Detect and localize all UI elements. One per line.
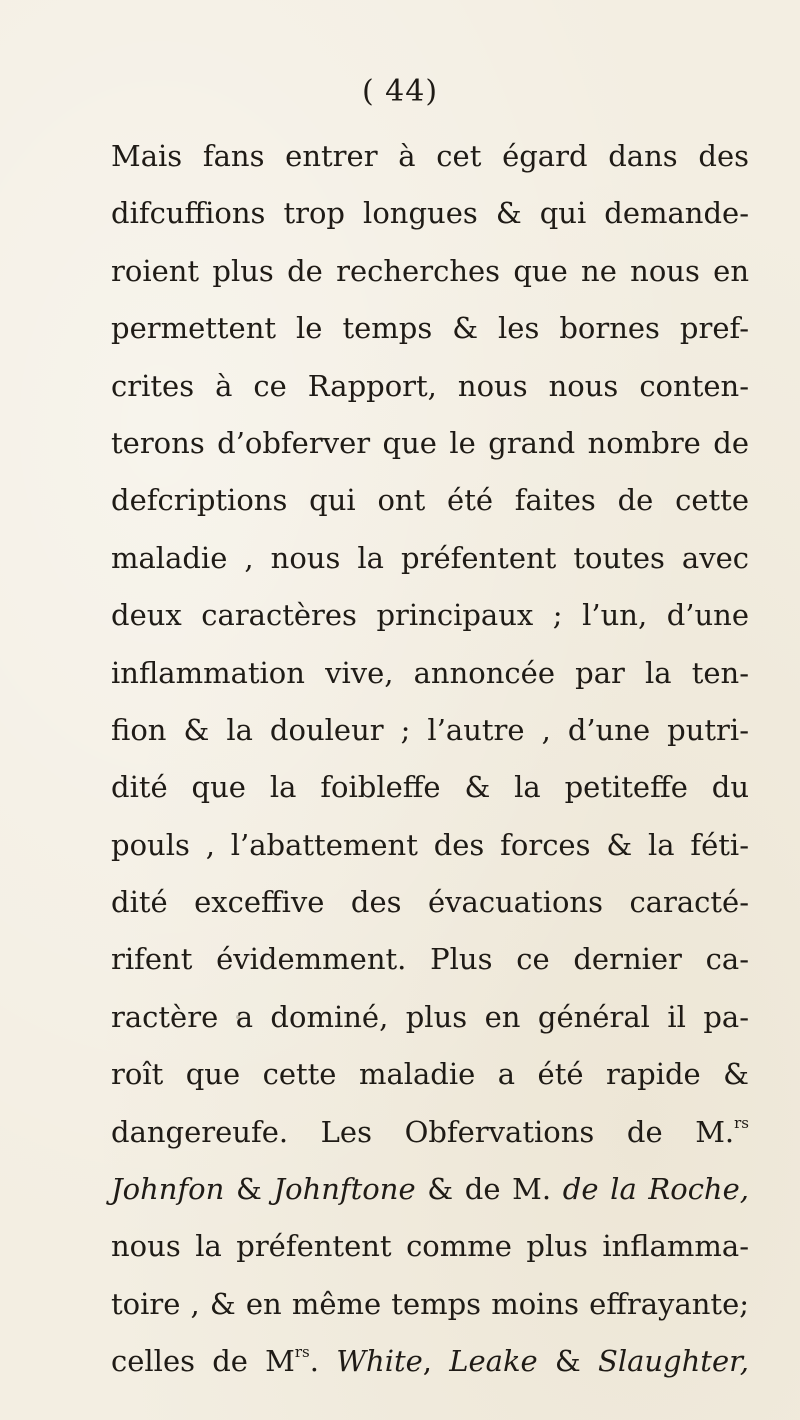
- text-fragment: ,: [422, 1344, 450, 1379]
- text-line: inflammation vive, annoncée par la ten-: [111, 655, 749, 690]
- conjunction: &: [224, 1172, 274, 1207]
- text-fragment: .: [309, 1344, 337, 1379]
- text-line-content: dangereufe. Les Obfervations de M.: [111, 1114, 735, 1149]
- text-line: rifent évidemment. Plus ce dernier ca-: [111, 942, 749, 977]
- superscript-abbreviation: rs: [294, 1343, 310, 1362]
- text-line: roît que cette maladie a été rapide &: [111, 1057, 749, 1092]
- text-fragment: celles de M: [111, 1344, 295, 1379]
- text-line: [111, 1104, 749, 1161]
- text-line: [111, 1333, 749, 1390]
- italic-name: Slaughter,: [597, 1344, 750, 1379]
- italic-name: de la Roche,: [562, 1172, 749, 1207]
- text-line: deux caractères principaux ; l’un, d’une: [111, 598, 749, 633]
- superscript-abbreviation: rs: [734, 1113, 749, 1132]
- text-line: dité que la foibleffe & la petiteffe du: [111, 770, 749, 805]
- italic-name: Johnfon: [111, 1172, 225, 1207]
- text-line: defcriptions qui ont été faites de cette: [111, 483, 749, 518]
- text-line: toire , & en même temps moins effrayante;: [111, 1286, 749, 1321]
- text-line: permettent le temps & les bornes pref-: [111, 311, 749, 346]
- italic-name: White: [336, 1344, 423, 1379]
- text-line: fion & la douleur ; l’autre , d’une putri-: [111, 712, 749, 747]
- text-line: dité exceffive des évacuations caracté-: [111, 885, 749, 920]
- text-line: maladie , nous la préfentent toutes avec: [111, 540, 749, 575]
- text-line: ractère a dominé, plus en général il pa-: [111, 999, 749, 1034]
- body-text: [111, 128, 749, 1391]
- text-line: crites à ce Rapport, nous nous conten-: [111, 368, 749, 403]
- text-line: roient plus de recherches que ne nous en: [111, 253, 749, 288]
- italic-name: Leake: [449, 1344, 538, 1379]
- text-line: pouls , l’abattement des forces & la féti-: [111, 827, 749, 862]
- text-line: difcuffions trop longues & qui demande-: [111, 196, 749, 231]
- text-line: Mais fans entrer à cet égard dans des: [111, 139, 749, 173]
- page-number: ( 44): [361, 74, 439, 109]
- text-line: nous la préfentent comme plus inflamma-: [111, 1229, 749, 1264]
- text-line: terons d’obferver que le grand nombre de: [111, 425, 749, 460]
- text-line: [111, 1161, 749, 1218]
- conjunction: &: [537, 1344, 598, 1379]
- text-fragment: & de M.: [415, 1172, 563, 1207]
- italic-name: Johnftone: [273, 1172, 416, 1207]
